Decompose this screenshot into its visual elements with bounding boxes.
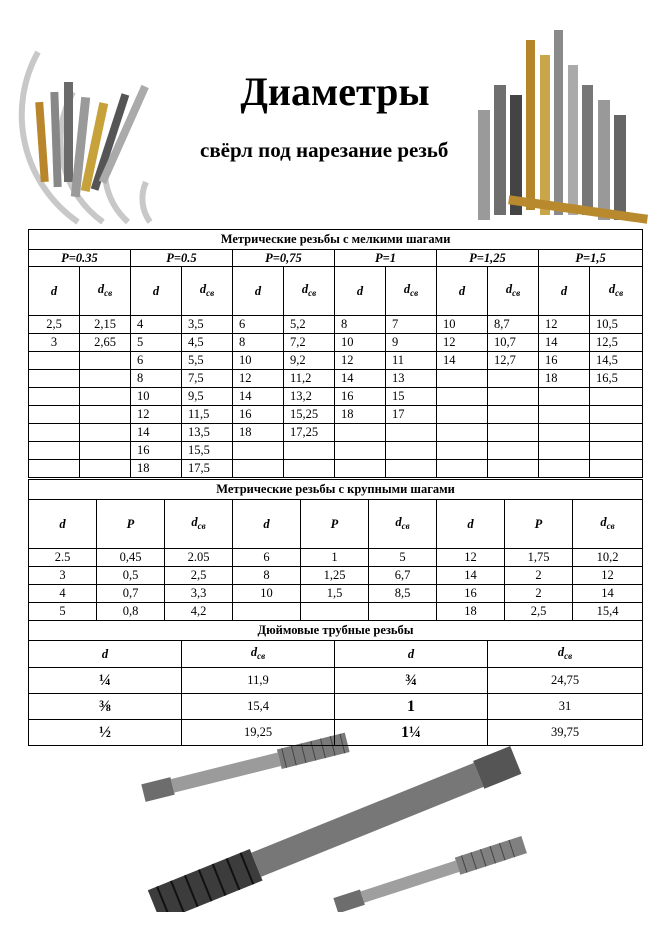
pitch-header: P=1,5 [539,250,643,267]
cell-dsv: 8,5 [369,585,437,603]
col-dsv-header-subscript: св [564,651,573,661]
cell-dsv: 4,5 [182,334,233,352]
cell-dsv: 10,7 [488,334,539,352]
cell-d: 8 [233,334,284,352]
cell-dsv [386,442,437,460]
cell-d: 12 [539,316,590,334]
cell-dsv: 3,3 [165,585,233,603]
cell-d: 10 [437,316,488,334]
cell-dsv [488,460,539,478]
cell-p: 1,25 [301,567,369,585]
col-dsv-header [80,267,131,316]
cell-dsv: 5,2 [284,316,335,334]
cell-p: 2 [505,567,573,585]
cell-p: 2 [505,585,573,603]
col-d-header: d [29,500,97,549]
col-dsv-header-subscript: св [257,651,266,661]
cell-d [29,406,80,424]
cell-d: 5 [29,603,97,621]
cell-d: 2.5 [29,549,97,567]
col-dsv-header [488,641,643,668]
table-row [29,442,643,460]
table-row [29,406,643,424]
cell-d: 12 [233,370,284,388]
cell-d [437,388,488,406]
cell-dsv: 39,75 [488,720,643,746]
cell-dsv: 17 [386,406,437,424]
cell-d: 16 [437,585,505,603]
cell-dsv: 13,2 [284,388,335,406]
table-row [29,720,643,746]
col-d-header: d [131,267,182,316]
cell-dsv [386,460,437,478]
cell-d: 18 [233,424,284,442]
cell-dsv [80,424,131,442]
col-p-header: P [505,500,573,549]
col-d-header: d [539,267,590,316]
cell-dsv: 31 [488,694,643,720]
cell-d [233,603,301,621]
cell-dsv: 10,5 [590,316,643,334]
cell-dsv: 9,5 [182,388,233,406]
drill-bits-illustration-left [18,22,168,232]
cell-d [335,442,386,460]
cell-d [437,442,488,460]
pitch-header: P=0.5 [131,250,233,267]
cell-dsv: 15,4 [182,694,335,720]
col-dsv-header-subscript: св [410,287,419,298]
cell-dsv [488,406,539,424]
col-dsv-header-subscript: св [606,520,615,531]
col-dsv-header [488,267,539,316]
cell-dsv: 11,2 [284,370,335,388]
cell-dsv [80,388,131,406]
cell-dsv [590,424,643,442]
cell-d: 6 [233,316,284,334]
cell-d: 8 [131,370,182,388]
cell-d: 3 [29,567,97,585]
col-d-header: d [437,267,488,316]
cell-inch-size: ½ [29,720,182,746]
cell-dsv: 9 [386,334,437,352]
cell-d [539,460,590,478]
table-row [29,334,643,352]
table-row [29,352,643,370]
col-d-header: d [335,641,488,668]
cell-dsv: 5 [369,549,437,567]
cell-d [437,370,488,388]
cell-d: 10 [131,388,182,406]
cell-d: 5 [131,334,182,352]
cell-dsv: 14 [573,585,643,603]
table-row [29,424,643,442]
cell-d: 18 [131,460,182,478]
table-row [29,316,643,334]
cell-p: 0,5 [97,567,165,585]
col-d-header: d [437,500,505,549]
cell-inch-size: ¼ [29,668,182,694]
cell-dsv: 2,65 [80,334,131,352]
cell-dsv: 15,4 [573,603,643,621]
fine-heading: Метрические резьбы с мелкими шагами [29,230,643,250]
drill-bits-illustration-right [468,25,648,230]
cell-inch-size: ⅜ [29,694,182,720]
table-row [29,370,643,388]
cell-d [539,424,590,442]
cell-dsv: 15 [386,388,437,406]
cell-d: 12 [335,352,386,370]
cell-d: 16 [233,406,284,424]
cell-d [437,424,488,442]
cell-inch-size: 1¼ [335,720,488,746]
cell-d: 10 [335,334,386,352]
cell-d: 3 [29,334,80,352]
cell-dsv [590,388,643,406]
cell-dsv: 7,2 [284,334,335,352]
col-dsv-header [182,267,233,316]
cell-p: 0,8 [97,603,165,621]
cell-dsv: 14,5 [590,352,643,370]
cell-dsv [488,370,539,388]
cell-d [233,460,284,478]
pitch-header: P=0.35 [29,250,131,267]
cell-d: 14 [437,567,505,585]
col-p-header: P [301,500,369,549]
cell-dsv: 2.05 [165,549,233,567]
col-dsv-header-main: d [403,281,411,296]
cell-d: 16 [131,442,182,460]
cell-dsv: 19,25 [182,720,335,746]
cell-dsv [590,406,643,424]
cell-dsv: 13 [386,370,437,388]
table-row [29,388,643,406]
cell-d: 4 [131,316,182,334]
inch-thread-table [28,620,643,746]
col-dsv-header-main: d [505,281,513,296]
cell-dsv [284,442,335,460]
cell-inch-size: ¾ [335,668,488,694]
cell-dsv: 10,2 [573,549,643,567]
cell-dsv: 3,5 [182,316,233,334]
cell-dsv: 16,5 [590,370,643,388]
cell-dsv: 12,7 [488,352,539,370]
col-dsv-header-main: d [191,514,198,529]
cell-d: 4 [29,585,97,603]
col-dsv-header-subscript: св [615,287,624,298]
col-dsv-header-main: d [97,281,105,296]
cell-dsv [284,460,335,478]
cell-dsv: 12,5 [590,334,643,352]
cell-d [335,424,386,442]
cell-inch-size: 1 [335,694,488,720]
col-dsv-header-main: d [557,645,565,659]
cell-d: 6 [131,352,182,370]
cell-d: 2,5 [29,316,80,334]
cell-d [335,460,386,478]
cell-dsv [590,460,643,478]
cell-p: 0,45 [97,549,165,567]
cell-dsv: 2,15 [80,316,131,334]
taps-illustration-bottom [130,722,550,912]
fine-pitch-table [28,229,643,478]
cell-d: 10 [233,585,301,603]
cell-dsv: 4,2 [165,603,233,621]
col-dsv-header [284,267,335,316]
cell-d: 14 [539,334,590,352]
col-dsv-header-subscript: св [104,287,113,298]
col-p-header: P [97,500,165,549]
cell-d: 14 [335,370,386,388]
cell-dsv [488,442,539,460]
cell-d: 18 [539,370,590,388]
cell-dsv [80,442,131,460]
table-row [29,585,643,603]
cell-dsv: 15,5 [182,442,233,460]
coarse-heading: Метрические резьбы с крупными шагами [29,480,643,500]
cell-dsv [80,352,131,370]
cell-dsv [369,603,437,621]
cell-d [233,442,284,460]
cell-d: 14 [233,388,284,406]
cell-p: 0,7 [97,585,165,603]
cell-dsv [386,424,437,442]
col-d-header: d [335,267,386,316]
cell-d: 8 [335,316,386,334]
cell-p: 1,5 [301,585,369,603]
col-d-header: d [29,267,80,316]
cell-dsv: 15,25 [284,406,335,424]
col-dsv-header-main: d [600,514,607,529]
col-dsv-header [369,500,437,549]
cell-d [539,406,590,424]
table-row [29,694,643,720]
coarse-pitch-table [28,479,643,621]
col-dsv-header-main: d [199,281,207,296]
cell-dsv: 11 [386,352,437,370]
cell-p: 1,75 [505,549,573,567]
cell-d: 8 [233,567,301,585]
cell-dsv [80,460,131,478]
cell-d: 12 [437,334,488,352]
col-dsv-header-main: d [395,514,402,529]
cell-dsv: 8,7 [488,316,539,334]
pitch-header: P=1 [335,250,437,267]
cell-dsv: 9,2 [284,352,335,370]
col-d-header: d [233,267,284,316]
page-subtitle: свёрл под нарезание резьб [200,138,449,162]
cell-d [29,424,80,442]
cell-d: 14 [131,424,182,442]
table-row [29,668,643,694]
col-dsv-header-subscript: св [401,520,410,531]
cell-p [301,603,369,621]
table-row [29,603,643,621]
cell-dsv [488,424,539,442]
cell-dsv [488,388,539,406]
cell-dsv: 24,75 [488,668,643,694]
cell-p: 1 [301,549,369,567]
cell-d: 16 [539,352,590,370]
cell-dsv [80,370,131,388]
cell-d [29,442,80,460]
cell-d: 12 [437,549,505,567]
col-dsv-header-main: d [301,281,309,296]
cell-d [539,388,590,406]
col-dsv-header-main: d [608,281,616,296]
col-dsv-header [182,641,335,668]
col-d-header: d [29,641,182,668]
cell-d [29,460,80,478]
cell-d: 14 [437,352,488,370]
cell-dsv: 6,7 [369,567,437,585]
cell-d: 12 [131,406,182,424]
cell-dsv: 17,5 [182,460,233,478]
inch-heading: Дюймовые трубные резьбы [29,621,643,641]
col-dsv-header [165,500,233,549]
col-dsv-header-subscript: св [308,287,317,298]
col-dsv-header [386,267,437,316]
col-dsv-header-subscript: св [206,287,215,298]
cell-d [437,406,488,424]
cell-dsv: 2,5 [165,567,233,585]
cell-dsv [80,406,131,424]
cell-d [29,352,80,370]
cell-d [29,388,80,406]
cell-dsv [590,442,643,460]
cell-dsv: 13,5 [182,424,233,442]
cell-d: 18 [437,603,505,621]
cell-d [539,442,590,460]
page-title: Диаметры [240,69,430,114]
pitch-header: P=0,75 [233,250,335,267]
cell-dsv: 7,5 [182,370,233,388]
cell-dsv: 11,9 [182,668,335,694]
cell-d: 10 [233,352,284,370]
cell-dsv: 12 [573,567,643,585]
cell-p: 2,5 [505,603,573,621]
col-dsv-header-subscript: св [512,287,521,298]
cell-d [29,370,80,388]
cell-d: 16 [335,388,386,406]
cell-dsv: 7 [386,316,437,334]
cell-dsv: 11,5 [182,406,233,424]
table-row [29,460,643,478]
col-dsv-header-subscript: св [197,520,206,531]
cell-dsv: 17,25 [284,424,335,442]
cell-dsv: 5,5 [182,352,233,370]
pitch-header: P=1,25 [437,250,539,267]
cell-d: 18 [335,406,386,424]
col-dsv-header-main: d [250,645,258,659]
col-dsv-header [590,267,643,316]
table-row [29,549,643,567]
table-row [29,567,643,585]
col-d-header: d [233,500,301,549]
col-dsv-header [573,500,643,549]
cell-d [437,460,488,478]
cell-d: 6 [233,549,301,567]
